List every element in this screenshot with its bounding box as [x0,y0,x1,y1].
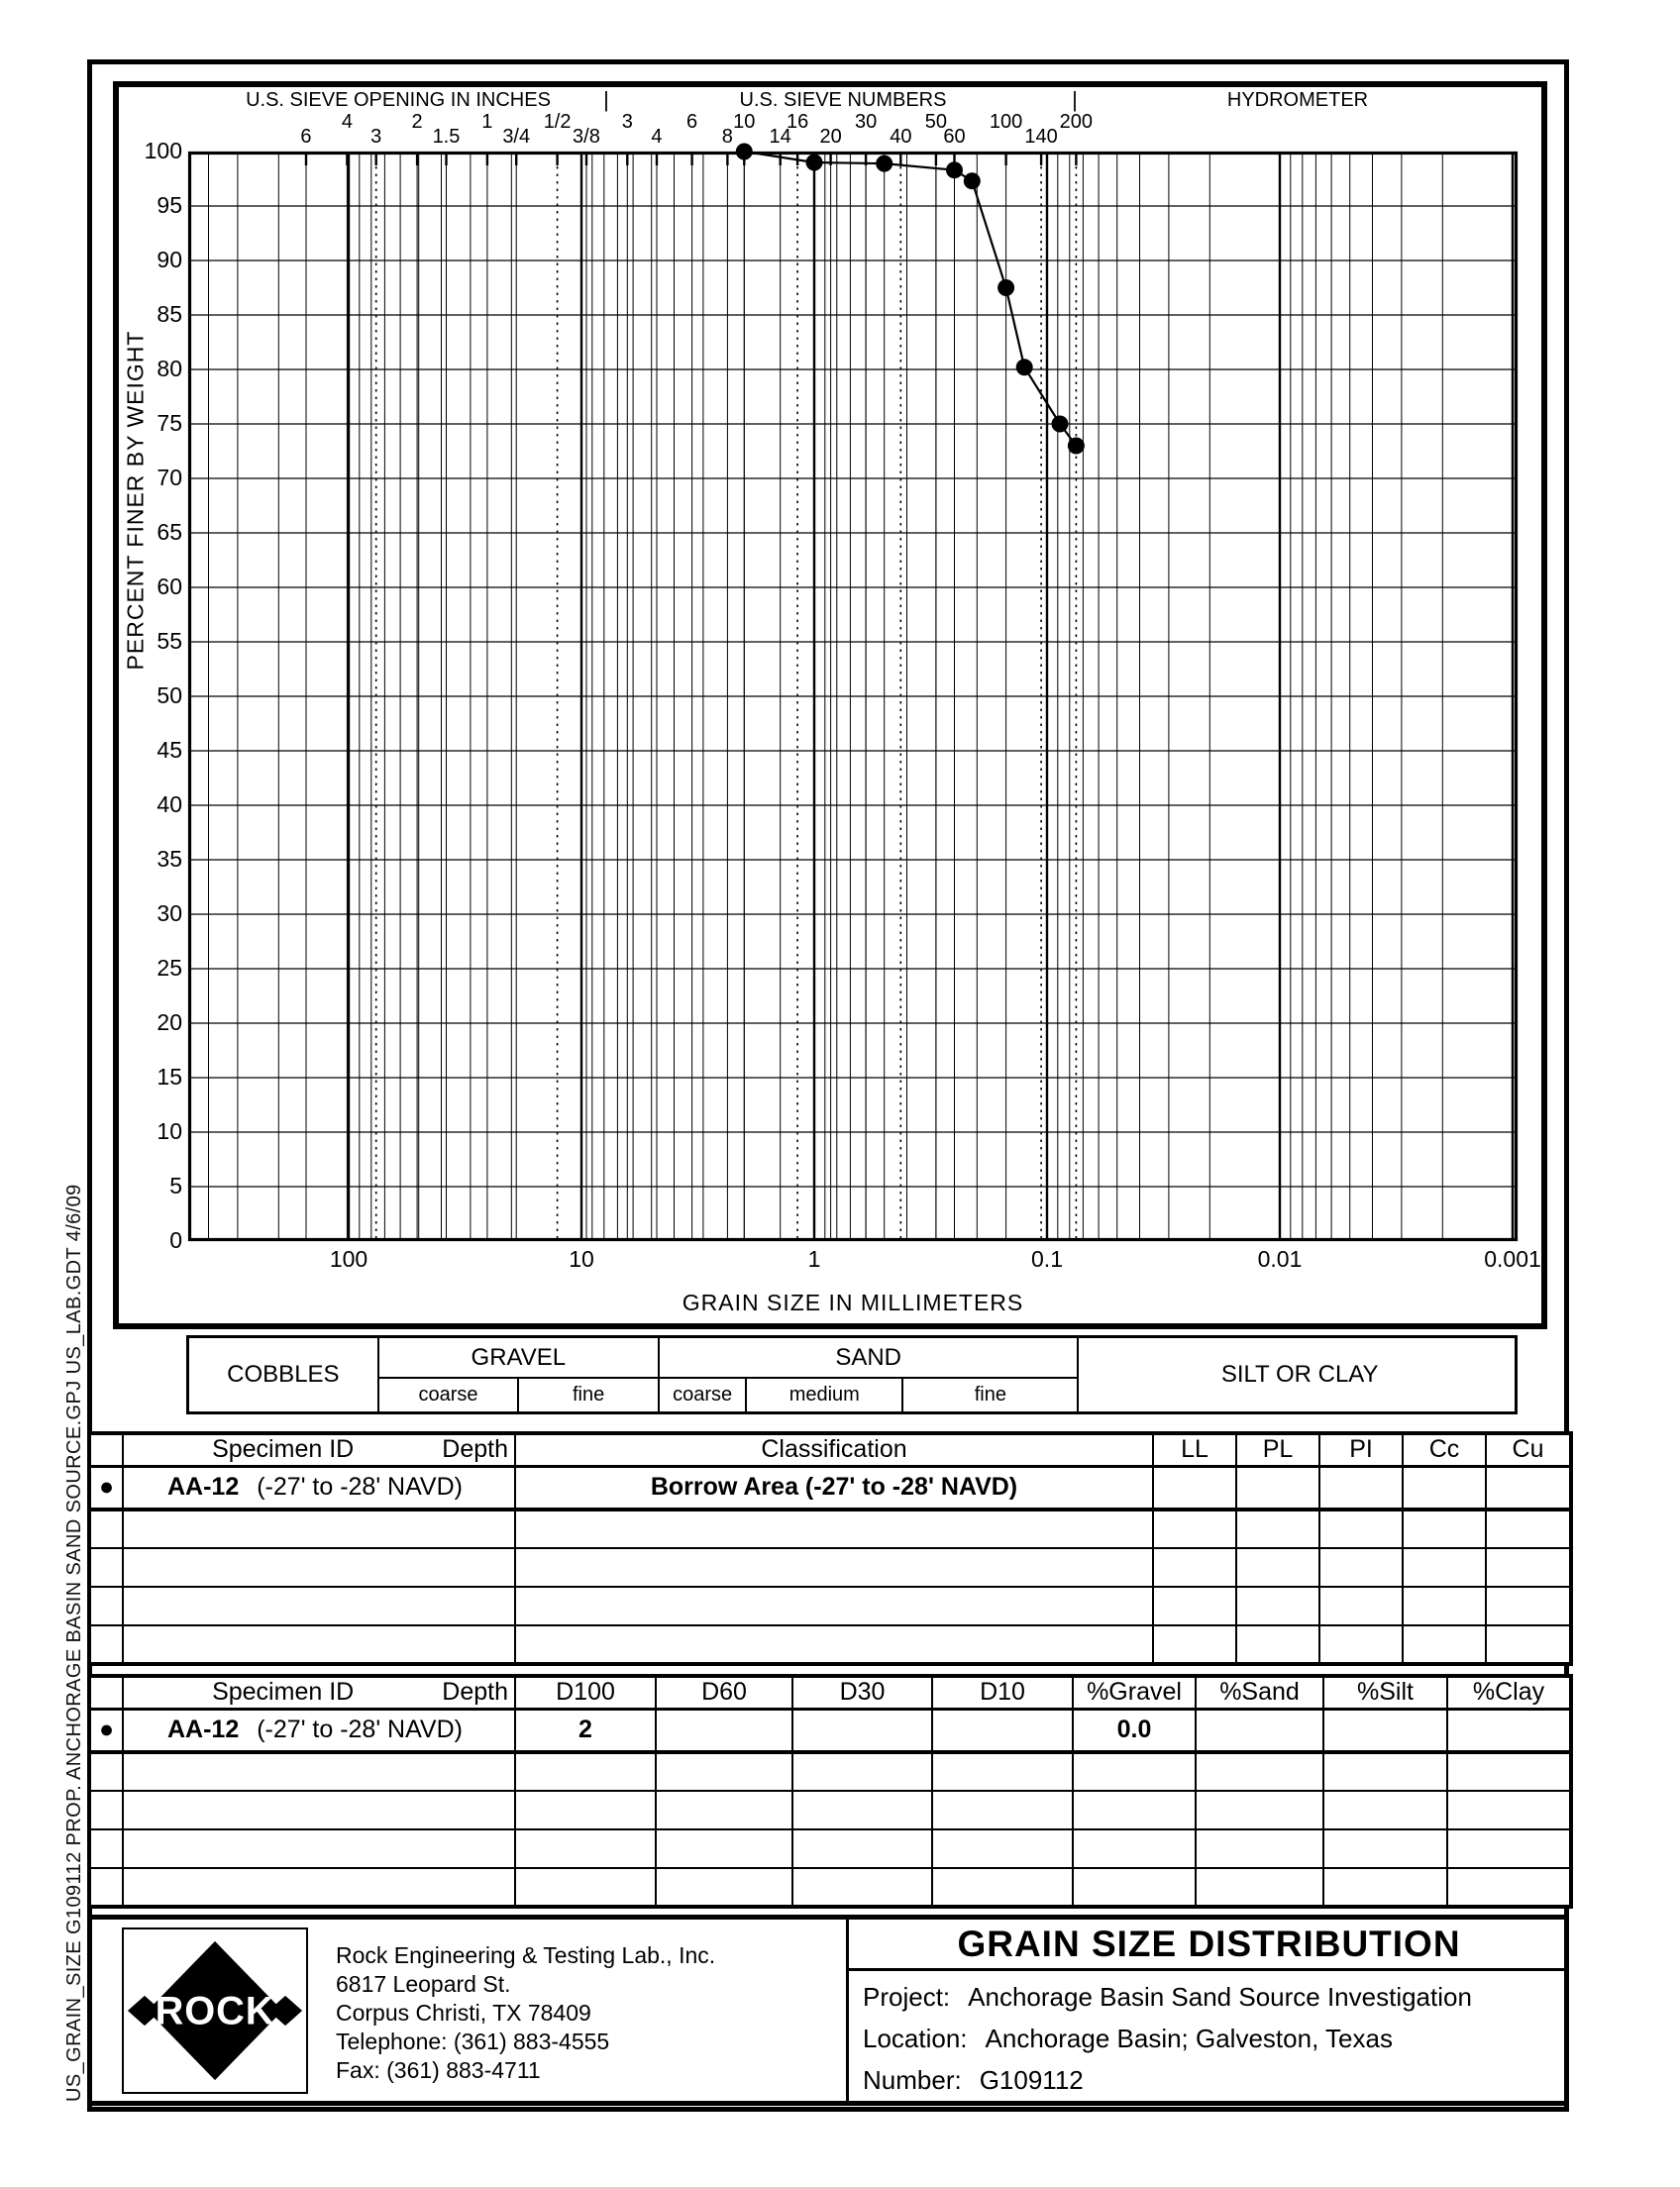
empty-cell [1196,1868,1323,1907]
empty-cell [1319,1587,1403,1625]
sieve-size-label: 40 [890,126,912,148]
company-address [336,1941,715,2085]
project-label: Project: [863,1982,951,2012]
empty-cell [656,1791,792,1829]
location-label: Location: [863,2024,968,2053]
data-point [1052,416,1069,433]
empty-cell [1153,1510,1236,1548]
rock-logo [126,1935,304,2086]
sieve-size-label: 4 [651,126,663,148]
empty-cell [1403,1625,1486,1664]
empty-cell [123,1829,515,1868]
y-axis-tick-label: 90 [157,247,182,272]
company-line: 6817 Leopard St. [336,1971,511,1997]
empty-cell [1447,1868,1571,1907]
empty-cell [515,1791,656,1829]
data-cell [123,1709,515,1752]
top-axis-header: U.S. SIEVE OPENING IN INCHES [246,89,551,111]
title-block [849,1920,1569,2101]
number-label: Number: [863,2065,962,2095]
sieve-size-label: 3 [370,126,382,148]
grain-size-plot [188,152,1518,1241]
y-axis-tick-label: 70 [157,465,182,490]
classification-table-empty-row [89,1587,1571,1625]
gradation-table-empty-row [89,1868,1571,1907]
header-cell: D100 [515,1676,656,1709]
empty-cell [1153,1587,1236,1625]
sieve-size-label: 3/4 [502,126,531,148]
header-cell: PL [1236,1433,1319,1466]
data-cell [792,1709,932,1752]
data-cell: 2 [515,1709,656,1752]
empty-cell [932,1868,1073,1907]
classification-table-empty-row [89,1548,1571,1587]
empty-cell [89,1791,123,1829]
top-header-separator: | [603,87,609,112]
empty-cell [89,1510,123,1548]
header-cell [89,1676,123,1709]
header-cell [89,1433,123,1466]
header-cell: LL [1153,1433,1236,1466]
empty-cell [932,1791,1073,1829]
data-cell [1323,1709,1447,1752]
empty-cell [123,1868,515,1907]
specimen-depth-value: (-27' to -28' NAVD) [257,1716,463,1744]
x-axis-title: GRAIN SIZE IN MILLIMETERS [682,1290,1024,1315]
empty-cell [1319,1510,1403,1548]
empty-cell [1073,1791,1196,1829]
y-axis-title: PERCENT FINER BY WEIGHT [122,330,149,671]
empty-cell [515,1548,1153,1587]
location-value: Anchorage Basin; Galveston, Texas [985,2024,1393,2053]
empty-cell [1153,1548,1236,1587]
sieve-size-label: 1.5 [432,126,461,148]
top-header-separator: | [1072,87,1078,112]
data-point [1068,438,1085,455]
header-cell: %Silt [1323,1676,1447,1709]
classification-table-empty-row [89,1625,1571,1664]
data-cell [656,1709,792,1752]
empty-cell [89,1625,123,1664]
data-cell [932,1709,1073,1752]
header-cell: %Clay [1447,1676,1571,1709]
empty-cell [1486,1625,1571,1664]
y-axis-tick-label: 40 [157,791,182,817]
empty-cell [123,1752,515,1791]
specimen-id: AA-12 [167,1716,240,1744]
empty-cell [1196,1752,1323,1791]
y-axis-tick-label: 85 [157,301,182,327]
specimen-depth-value: (-27' to -28' NAVD) [257,1473,463,1502]
empty-cell [1486,1587,1571,1625]
project-row [863,1982,1569,2013]
company-line: Rock Engineering & Testing Lab., Inc. [336,1942,716,1968]
header-label: Depth [442,1435,508,1464]
title-block-footer [87,1915,1569,2106]
y-axis-tick-label: 35 [157,846,182,872]
company-logo-box [122,1927,308,2094]
empty-cell [515,1587,1153,1625]
data-cell [1153,1466,1236,1510]
gradation-table-empty-row [89,1791,1571,1829]
empty-cell [1323,1829,1447,1868]
classification-table-empty-row [89,1510,1571,1548]
empty-cell [515,1510,1153,1548]
empty-cell [656,1752,792,1791]
empty-cell [515,1752,656,1791]
sieve-size-label: 6 [686,111,698,133]
header-cell: Cc [1403,1433,1486,1466]
empty-cell [1486,1510,1571,1548]
data-point [1016,359,1033,375]
y-axis-tick-label: 60 [157,573,182,599]
data-cell [123,1466,515,1510]
data-point [964,172,981,189]
empty-cell [1236,1548,1319,1587]
empty-cell [89,1829,123,1868]
y-axis-tick-label: 55 [157,628,182,654]
empty-cell [515,1868,656,1907]
x-axis-tick-label: 100 [329,1246,368,1272]
empty-cell [932,1752,1073,1791]
fraction-group-gravel: GRAVEL [379,1338,660,1379]
header-cell: Classification [515,1433,1153,1466]
sieve-size-label: 6 [300,126,312,148]
sieve-size-label: 200 [1059,111,1094,133]
sieve-size-label: 140 [1024,126,1058,148]
empty-cell [515,1829,656,1868]
y-axis-tick-label: 95 [157,192,182,218]
x-axis-tick-label: 10 [569,1246,594,1272]
empty-cell [89,1587,123,1625]
data-point [806,155,823,171]
classification-table-header-row [89,1433,1571,1466]
empty-cell [1403,1587,1486,1625]
sieve-size-label: 100 [989,111,1023,133]
empty-cell [932,1829,1073,1868]
empty-cell [1073,1829,1196,1868]
data-point [998,279,1014,296]
gradation-table [87,1674,1573,1909]
empty-cell [792,1868,932,1907]
y-axis-tick-label: 100 [144,138,182,163]
empty-cell [1236,1510,1319,1548]
data-cell: ● [89,1709,123,1752]
y-axis-tick-label: 25 [157,955,182,981]
empty-cell [89,1752,123,1791]
sieve-size-label: 50 [924,111,947,133]
gradation-table-header-row [89,1676,1571,1709]
header-cell: Cu [1486,1433,1571,1466]
fraction-sub-fine: fine [519,1379,660,1411]
empty-cell [1447,1752,1571,1791]
header-label: Specimen ID [212,1678,355,1707]
empty-cell [1073,1868,1196,1907]
empty-cell [123,1548,515,1587]
classification-table [87,1431,1573,1666]
header-split [124,1678,514,1707]
data-cell [1236,1466,1319,1510]
y-axis-tick-label: 80 [157,356,182,381]
sieve-size-label: 2 [411,111,423,133]
specimen-id: AA-12 [167,1473,240,1502]
empty-cell [1403,1510,1486,1548]
empty-cell [1486,1548,1571,1587]
specimen-depth [124,1716,514,1744]
sieve-size-label: 3/8 [573,126,600,148]
empty-cell [792,1791,932,1829]
header-cell [123,1676,515,1709]
sieve-size-label: 16 [786,111,809,133]
empty-cell [1196,1829,1323,1868]
header-label: Specimen ID [212,1435,355,1464]
y-axis-tick-label: 5 [169,1173,182,1198]
data-cell [1403,1466,1486,1510]
empty-cell [1447,1791,1571,1829]
gradation-table-body [89,1676,1571,1907]
y-axis-tick-label: 15 [157,1064,182,1090]
empty-cell [1236,1625,1319,1664]
header-cell: D30 [792,1676,932,1709]
fraction-group-sand: SAND [660,1338,1079,1379]
empty-cell [1153,1625,1236,1664]
empty-cell [1323,1752,1447,1791]
empty-cell [656,1868,792,1907]
x-axis-tick-label: 0.001 [1484,1246,1541,1272]
location-row [863,2024,1569,2054]
sieve-size-label: 14 [769,126,791,148]
x-axis-tick-label: 0.1 [1031,1246,1063,1272]
empty-cell [89,1868,123,1907]
classification-table-body [89,1433,1571,1664]
fraction-sub-fine: fine [903,1379,1079,1411]
y-axis-tick-label: 75 [157,410,182,436]
sidebar-filename-text: US_GRAIN_SIZE G109112 PROP. ANCHORAGE BASIN SAND SOURCE.GPJ US_LAB.GDT 4/6/09 [63,1184,85,2102]
x-axis-tick-label: 1 [807,1246,821,1272]
empty-cell [1403,1548,1486,1587]
size-fraction-bar [186,1335,1518,1414]
sieve-size-label: 4 [341,111,353,133]
fraction-sub-coarse: coarse [660,1379,747,1411]
y-axis-tick-label: 65 [157,519,182,545]
data-point [946,161,963,178]
y-axis-tick-label: 50 [157,682,182,708]
sieve-size-label: 10 [733,111,756,133]
header-cell [123,1433,515,1466]
data-cell [1196,1709,1323,1752]
empty-cell [123,1625,515,1664]
empty-cell [792,1829,932,1868]
top-axis-header: U.S. SIEVE NUMBERS [739,89,947,111]
project-value: Anchorage Basin Sand Source Investigation [968,1982,1472,2012]
plot-svg [188,152,1518,1241]
report-title: GRAIN SIZE DISTRIBUTION [849,1920,1569,1971]
data-cell: 0.0 [1073,1709,1196,1752]
gradation-table-empty-row [89,1829,1571,1868]
data-cell [1319,1466,1403,1510]
header-cell: D60 [656,1676,792,1709]
header-cell: PI [1319,1433,1403,1466]
empty-cell [1323,1868,1447,1907]
company-line: Corpus Christi, TX 78409 [336,2000,591,2026]
sieve-size-label: 8 [721,126,733,148]
fraction-sub-medium: medium [747,1379,903,1411]
sieve-size-label: 60 [943,126,966,148]
empty-cell [1196,1791,1323,1829]
empty-cell [656,1829,792,1868]
y-axis-tick-label: 10 [157,1118,182,1144]
y-axis-tick-label: 20 [157,1009,182,1035]
fraction-sub-coarse: coarse [379,1379,519,1411]
header-label: Depth [442,1678,508,1707]
empty-cell [123,1791,515,1829]
header-split [124,1435,514,1464]
fraction-group-silt-or-clay: SILT OR CLAY [1220,1361,1379,1388]
specimen-depth [124,1473,514,1502]
sieve-size-label: 3 [621,111,633,133]
empty-cell [89,1548,123,1587]
sieve-size-label: 20 [819,126,842,148]
empty-cell [1319,1625,1403,1664]
company-line: Fax: (361) 883-4711 [336,2057,541,2083]
empty-cell [123,1510,515,1548]
data-point [876,156,892,172]
empty-cell [1073,1752,1196,1791]
gradation-table-empty-row [89,1752,1571,1791]
x-axis-tick-label: 0.01 [1257,1246,1303,1272]
fraction-group-cobbles: COBBLES [189,1338,379,1411]
header-cell: %Sand [1196,1676,1323,1709]
sieve-size-label: 1/2 [543,111,572,133]
sieve-size-label: 30 [855,111,878,133]
data-cell [1486,1466,1571,1510]
empty-cell [1236,1587,1319,1625]
y-axis-tick-label: 0 [169,1227,182,1253]
empty-cell [792,1752,932,1791]
gradation-table-data-row [89,1709,1571,1752]
logo-text: ROCK [155,1989,275,2033]
empty-cell [1319,1548,1403,1587]
classification-table-data-row [89,1466,1571,1510]
number-row [863,2065,1569,2096]
data-cell: Borrow Area (-27' to -28' NAVD) [515,1466,1153,1510]
y-axis-tick-label: 30 [157,900,182,926]
y-axis-tick-label: 45 [157,737,182,763]
header-cell: D10 [932,1676,1073,1709]
header-cell: %Gravel [1073,1676,1196,1709]
data-cell: ● [89,1466,123,1510]
top-axis-header: HYDROMETER [1226,89,1369,111]
company-line: Telephone: (361) 883-4555 [336,2029,610,2054]
empty-cell [1323,1791,1447,1829]
number-value: G109112 [979,2065,1084,2095]
empty-cell [123,1587,515,1625]
empty-cell [515,1625,1153,1664]
sieve-size-label: 1 [481,111,493,133]
empty-cell [1447,1829,1571,1868]
data-cell [1447,1709,1571,1752]
